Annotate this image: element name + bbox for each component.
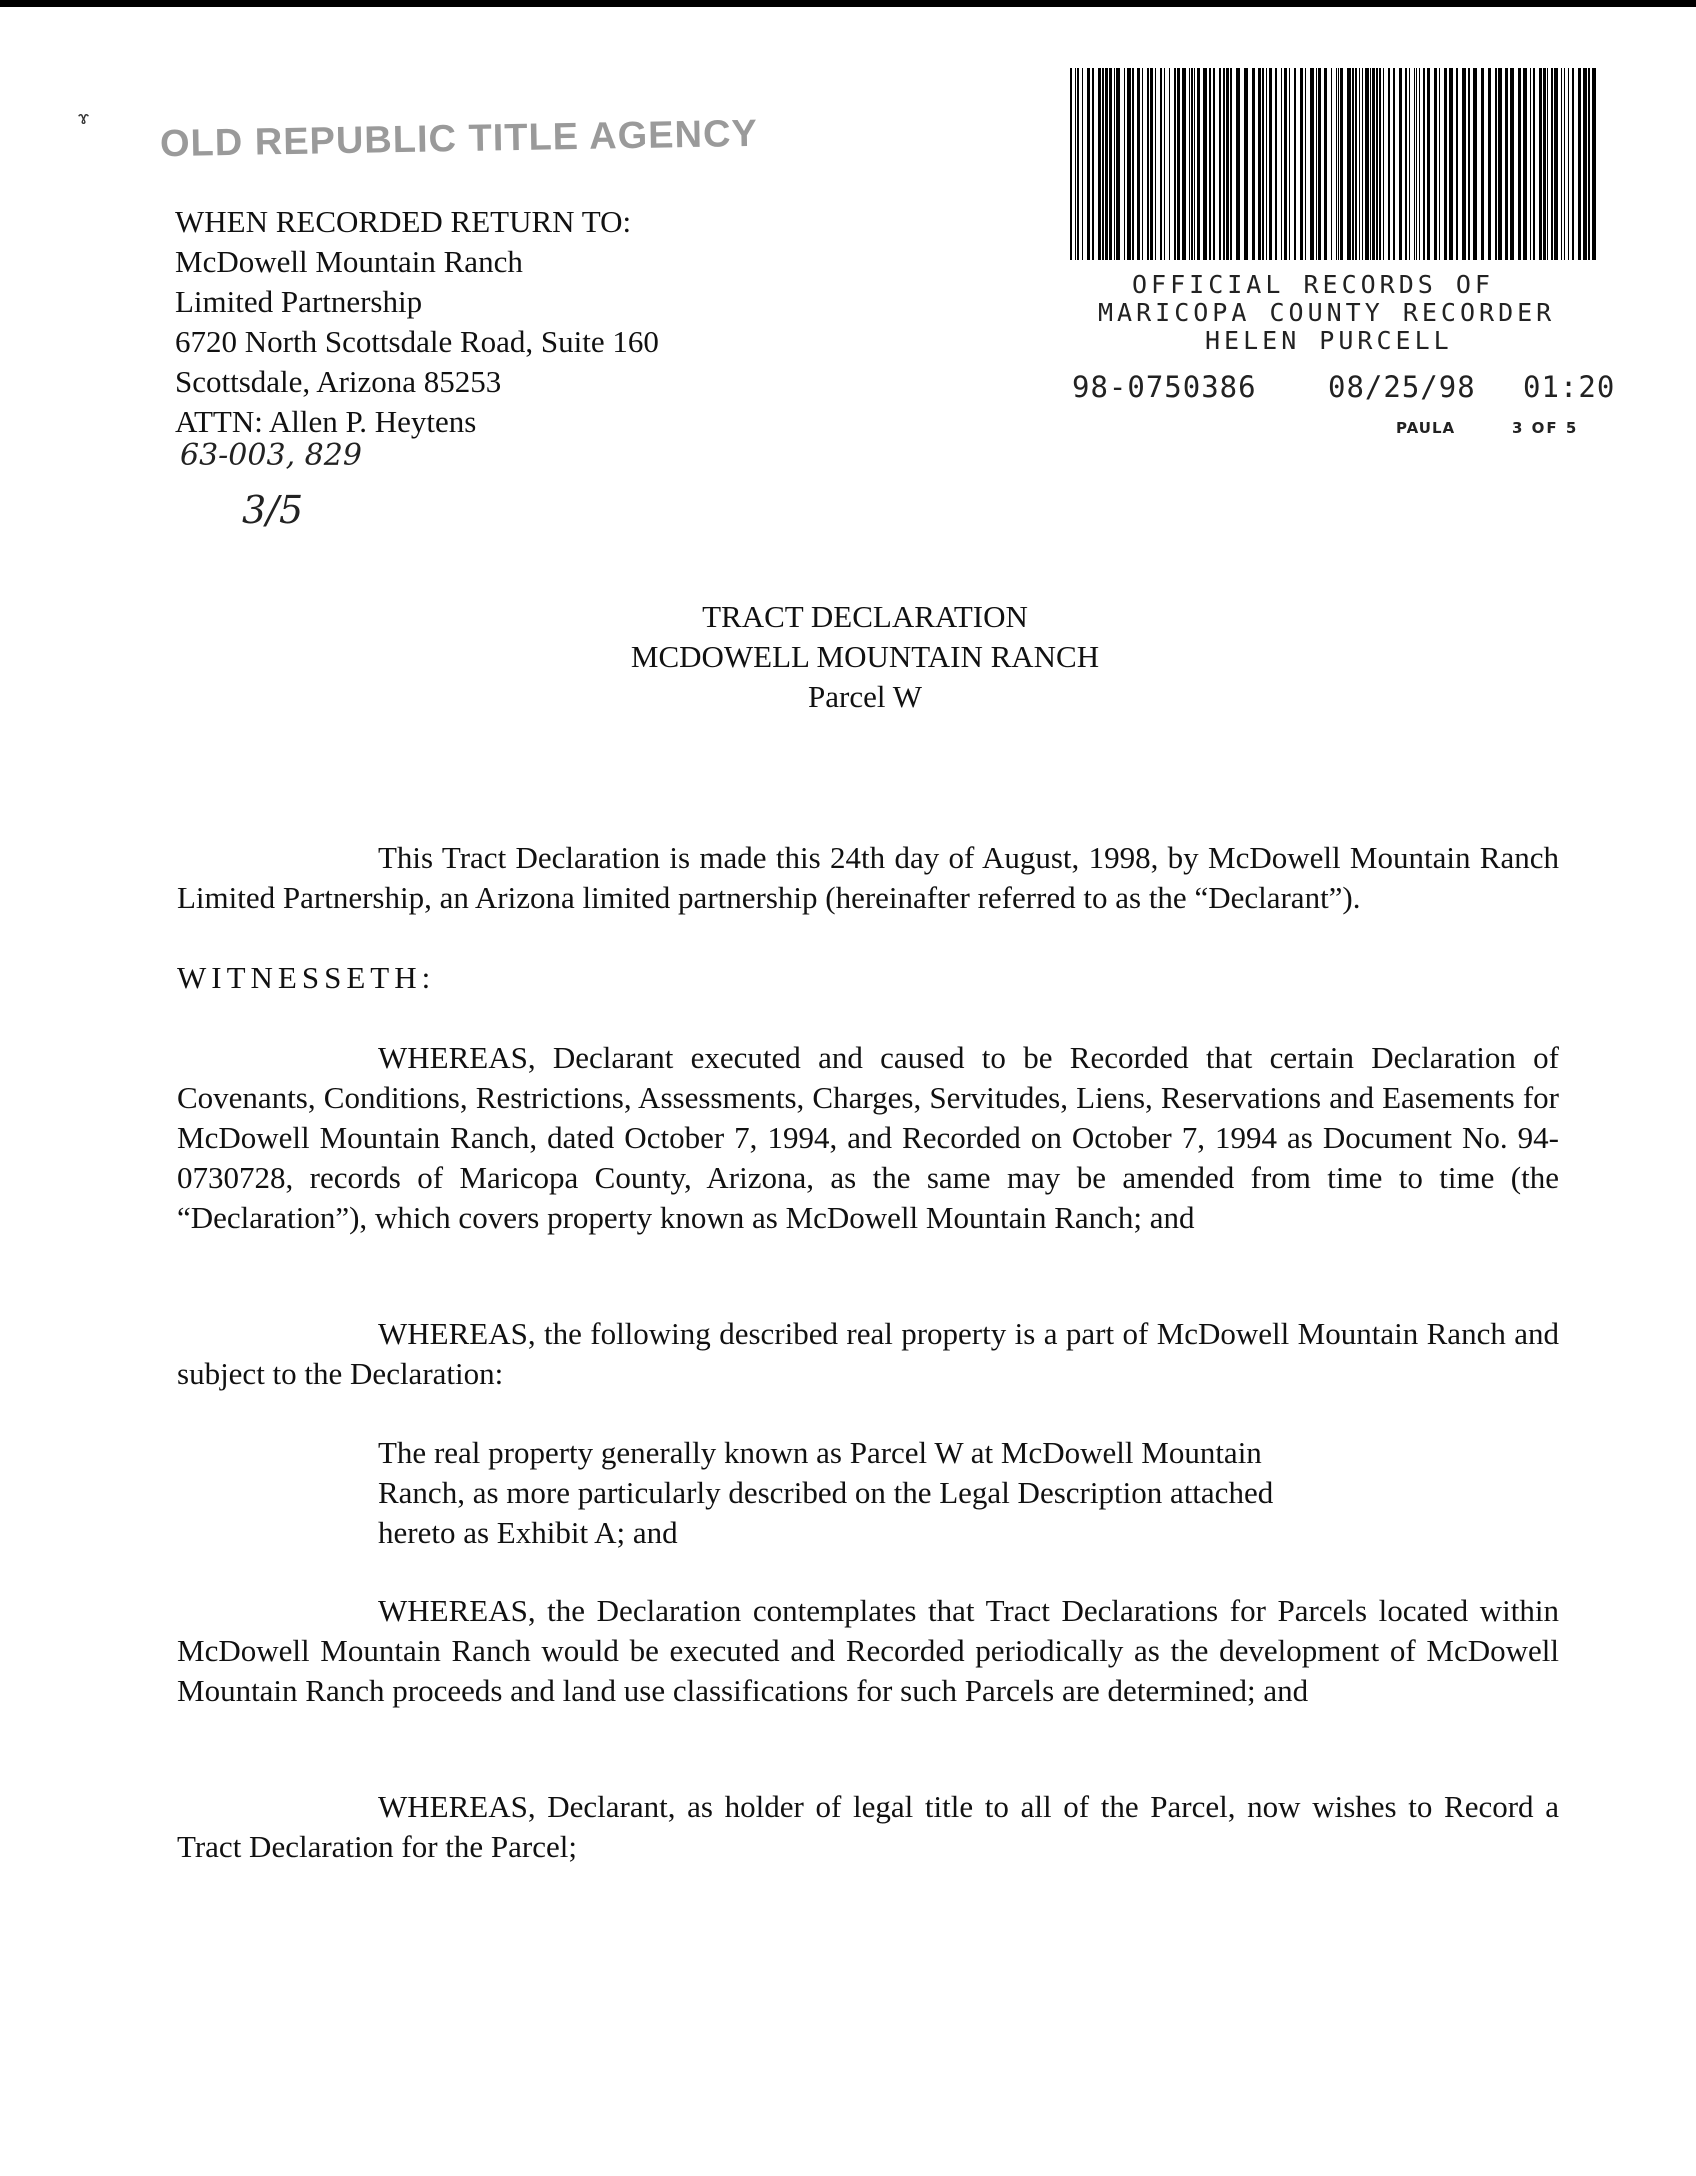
barcode-bar — [1561, 68, 1562, 260]
barcode-bar — [1102, 68, 1104, 260]
whereas-paragraph-4: WHEREAS, Declarant, as holder of legal title to all of the Parcel, now wishes to Record a Tract Declaration for the Parcel; — [177, 1789, 1559, 1864]
barcode-bar — [1275, 68, 1277, 260]
scan-mark: ɤ — [78, 108, 90, 128]
barcode-bar — [1189, 68, 1190, 260]
barcode-bar — [1434, 68, 1437, 260]
barcode-bar — [1262, 68, 1264, 260]
barcode-bar — [1468, 68, 1470, 260]
barcode-bar — [1116, 68, 1120, 260]
barcode-bar — [1488, 68, 1491, 260]
property-line: hereto as Exhibit A; and — [378, 1515, 678, 1550]
barcode-bar — [1592, 68, 1596, 260]
barcode-bar — [1281, 68, 1282, 260]
barcode-bar — [1362, 68, 1363, 260]
barcode-bar — [1150, 68, 1153, 260]
barcode-bar — [1416, 68, 1417, 260]
barcode-bar — [1082, 68, 1083, 260]
barcode-bar — [1077, 68, 1079, 260]
barcode-bar — [1124, 68, 1125, 260]
property-line: Ranch, as more particularly described on the Legal Description attached — [378, 1475, 1274, 1510]
barcode-bar — [1554, 68, 1558, 260]
barcode-bar — [1244, 68, 1248, 260]
whereas-paragraph-2: WHEREAS, the following described real property is a part of McDowell Mountain Ranch and subject to the Declaration: — [177, 1316, 1559, 1391]
barcode-bar — [1419, 68, 1420, 260]
barcode-bar — [1564, 68, 1565, 260]
handwritten-page: 3/5 — [242, 488, 304, 532]
barcode-bar — [1427, 68, 1430, 260]
barcode-bar — [1370, 68, 1371, 260]
barcode-bar — [1539, 68, 1542, 260]
barcode-bar — [1414, 68, 1415, 260]
return-line: 6720 North Scottsdale Road, Suite 160 — [175, 324, 659, 359]
barcode-bar — [1209, 68, 1211, 260]
recorder-line-2: MARICOPA COUNTY RECORDER — [1098, 298, 1556, 327]
barcode-bar — [1449, 68, 1453, 260]
return-line: Scottsdale, Arizona 85253 — [175, 364, 502, 399]
barcode-bar — [1289, 68, 1290, 260]
barcode-bar — [1114, 68, 1115, 260]
barcode-bar — [1399, 68, 1402, 260]
barcode-bar — [1160, 68, 1162, 260]
barcode-bar — [1352, 68, 1354, 260]
barcode-bar — [1142, 68, 1143, 260]
document-title — [0, 597, 1696, 717]
barcode-bar — [1379, 68, 1381, 260]
recorder-line-3: HELEN PURCELL — [1205, 326, 1453, 355]
barcode-bar — [1284, 68, 1287, 260]
barcode-bar — [1533, 68, 1535, 260]
barcode-bar — [1109, 68, 1112, 260]
recording-page-count: 3 OF 5 — [1512, 419, 1579, 437]
barcode-bar — [1551, 68, 1553, 260]
barcode-bar — [1523, 68, 1527, 260]
barcode-bar — [1498, 68, 1502, 260]
whereas-paragraph-3: WHEREAS, the Declaration contemplates that Tract Declarations for Parcels located within McDowell Mountain Ranch would be executed and Recorded periodically as the development of McDowell Mountain Ranch proceeds and land use classifications for such Parcels are determined; and — [177, 1593, 1559, 1708]
recording-date: 08/25/98 — [1328, 370, 1476, 404]
barcode-bar — [1147, 68, 1149, 260]
barcode-bar — [1510, 68, 1514, 260]
barcode-bar — [1365, 68, 1369, 260]
barcode-bar — [1505, 68, 1508, 260]
barcode-bar — [1252, 68, 1255, 260]
barcode-bar — [1164, 68, 1165, 260]
barcode-bar — [1444, 68, 1447, 260]
barcode-bar — [1177, 68, 1180, 260]
barcode-bar — [1572, 68, 1574, 260]
barcode-bar — [1213, 68, 1215, 260]
barcode-bar — [1439, 68, 1440, 260]
return-line: Limited Partnership — [175, 284, 423, 319]
handwritten-number: 63-003, 829 — [180, 438, 362, 473]
barcode-bar — [1305, 68, 1306, 260]
barcode-bar — [1388, 68, 1390, 260]
barcode-bar — [1182, 68, 1186, 260]
barcode-bar — [1473, 68, 1477, 260]
barcode-bar — [1258, 68, 1261, 260]
whereas-paragraph-1: WHEREAS, Declarant executed and caused to be Recorded that certain Declaration of Covenants, Conditions, Restrictions, Assessments, Charges, Servitudes, Liens, Reservations and Easements for McDowell Mountain Ranch, dated October 7, 1994, and Recorded on October 7, 1994 as Document No. 94-0730728, records of Maricopa County, Arizona, as the same may be amended from time to time (the “Declaration”), which covers property known as McDowell Mountain Ranch; and — [177, 1040, 1559, 1235]
barcode-bar — [1583, 68, 1587, 260]
barcode-bar — [1269, 68, 1272, 260]
property-line: The real property generally known as Parcel W at McDowell Mountain — [378, 1435, 1262, 1470]
barcode-bar — [1127, 68, 1131, 260]
barcode-bar — [1230, 68, 1232, 260]
barcode-bar — [1481, 68, 1484, 260]
property-description — [378, 1433, 1358, 1553]
barcode-bar — [1316, 68, 1317, 260]
barcode-bar — [1070, 68, 1072, 260]
barcode-bar — [1393, 68, 1395, 260]
witnesseth-heading: WITNESSETH: — [177, 960, 436, 995]
return-address-block — [175, 202, 659, 442]
title-line-1: TRACT DECLARATION — [702, 599, 1028, 634]
barcode-bar — [1310, 68, 1314, 260]
barcode-bar — [1075, 68, 1076, 260]
title-agency-stamp: OLD REPUBLIC TITLE AGENCY — [159, 112, 759, 166]
barcode-bar — [1324, 68, 1327, 260]
barcode-bar — [1405, 68, 1407, 260]
barcode-bar — [1547, 68, 1548, 260]
barcode-bar — [1092, 68, 1094, 260]
barcode-bar — [1223, 68, 1225, 260]
barcode-bar — [1578, 68, 1581, 260]
barcode-bar — [1191, 68, 1193, 260]
barcode-bar — [1236, 68, 1240, 260]
barcode-bar — [1409, 68, 1410, 260]
barcode-bar — [1456, 68, 1458, 260]
barcode-bar — [1105, 68, 1108, 260]
barcode-bar — [1462, 68, 1466, 260]
title-line-3: Parcel W — [808, 679, 922, 714]
title-line-2: MCDOWELL MOUNTAIN RANCH — [630, 639, 1100, 674]
barcode-bar — [1318, 68, 1321, 260]
barcode-bar — [1336, 68, 1337, 260]
return-attn: ATTN: Allen P. Heytens — [175, 404, 477, 439]
recorder-line-1: OFFICIAL RECORDS OF — [1132, 270, 1494, 299]
barcode-bar — [1155, 68, 1156, 260]
barcode-bar — [1300, 68, 1303, 260]
barcode — [1066, 68, 1600, 260]
intro-paragraph: This Tract Declaration is made this 24th day of August, 1998, by McDowell Mountain Ranch Limited Partnership, an Arizona limited partnership (hereinafter referred to as the “Declarant”). — [177, 840, 1559, 915]
barcode-bar — [1340, 68, 1343, 260]
barcode-bar — [1137, 68, 1140, 260]
barcode-bar — [1098, 68, 1101, 260]
barcode-bar — [1197, 68, 1200, 260]
barcode-bar — [1518, 68, 1521, 260]
barcode-bar — [1331, 68, 1332, 260]
barcode-bar — [1169, 68, 1170, 260]
barcode-bar — [1543, 68, 1546, 260]
barcode-bar — [1219, 68, 1221, 260]
document-number: 98-0750386 — [1072, 370, 1257, 404]
barcode-bar — [1132, 68, 1134, 260]
barcode-bar — [1347, 68, 1351, 260]
barcode-bar — [1174, 68, 1176, 260]
barcode-bar — [1266, 68, 1267, 260]
barcode-bar — [1530, 68, 1531, 260]
scan-top-border — [0, 0, 1696, 7]
barcode-bar — [1383, 68, 1384, 260]
return-line: McDowell Mountain Ranch — [175, 244, 523, 279]
barcode-bar — [1087, 68, 1090, 260]
recording-clerk: PAULA — [1396, 419, 1456, 437]
recording-time: 01:20 — [1523, 370, 1616, 404]
barcode-bar — [1588, 68, 1590, 260]
barcode-bar — [1376, 68, 1378, 260]
barcode-bar — [1194, 68, 1195, 260]
barcode-bar — [1372, 68, 1375, 260]
barcode-bar — [1226, 68, 1229, 260]
barcode-bar — [1355, 68, 1357, 260]
barcode-bar — [1294, 68, 1296, 260]
return-heading: WHEN RECORDED RETURN TO: — [175, 204, 632, 239]
barcode-bar — [1203, 68, 1207, 260]
barcode-bar — [1359, 68, 1360, 260]
barcode-bar — [1495, 68, 1497, 260]
barcode-bar — [1568, 68, 1569, 260]
barcode-bar — [1423, 68, 1425, 260]
barcode-bar — [1338, 68, 1339, 260]
